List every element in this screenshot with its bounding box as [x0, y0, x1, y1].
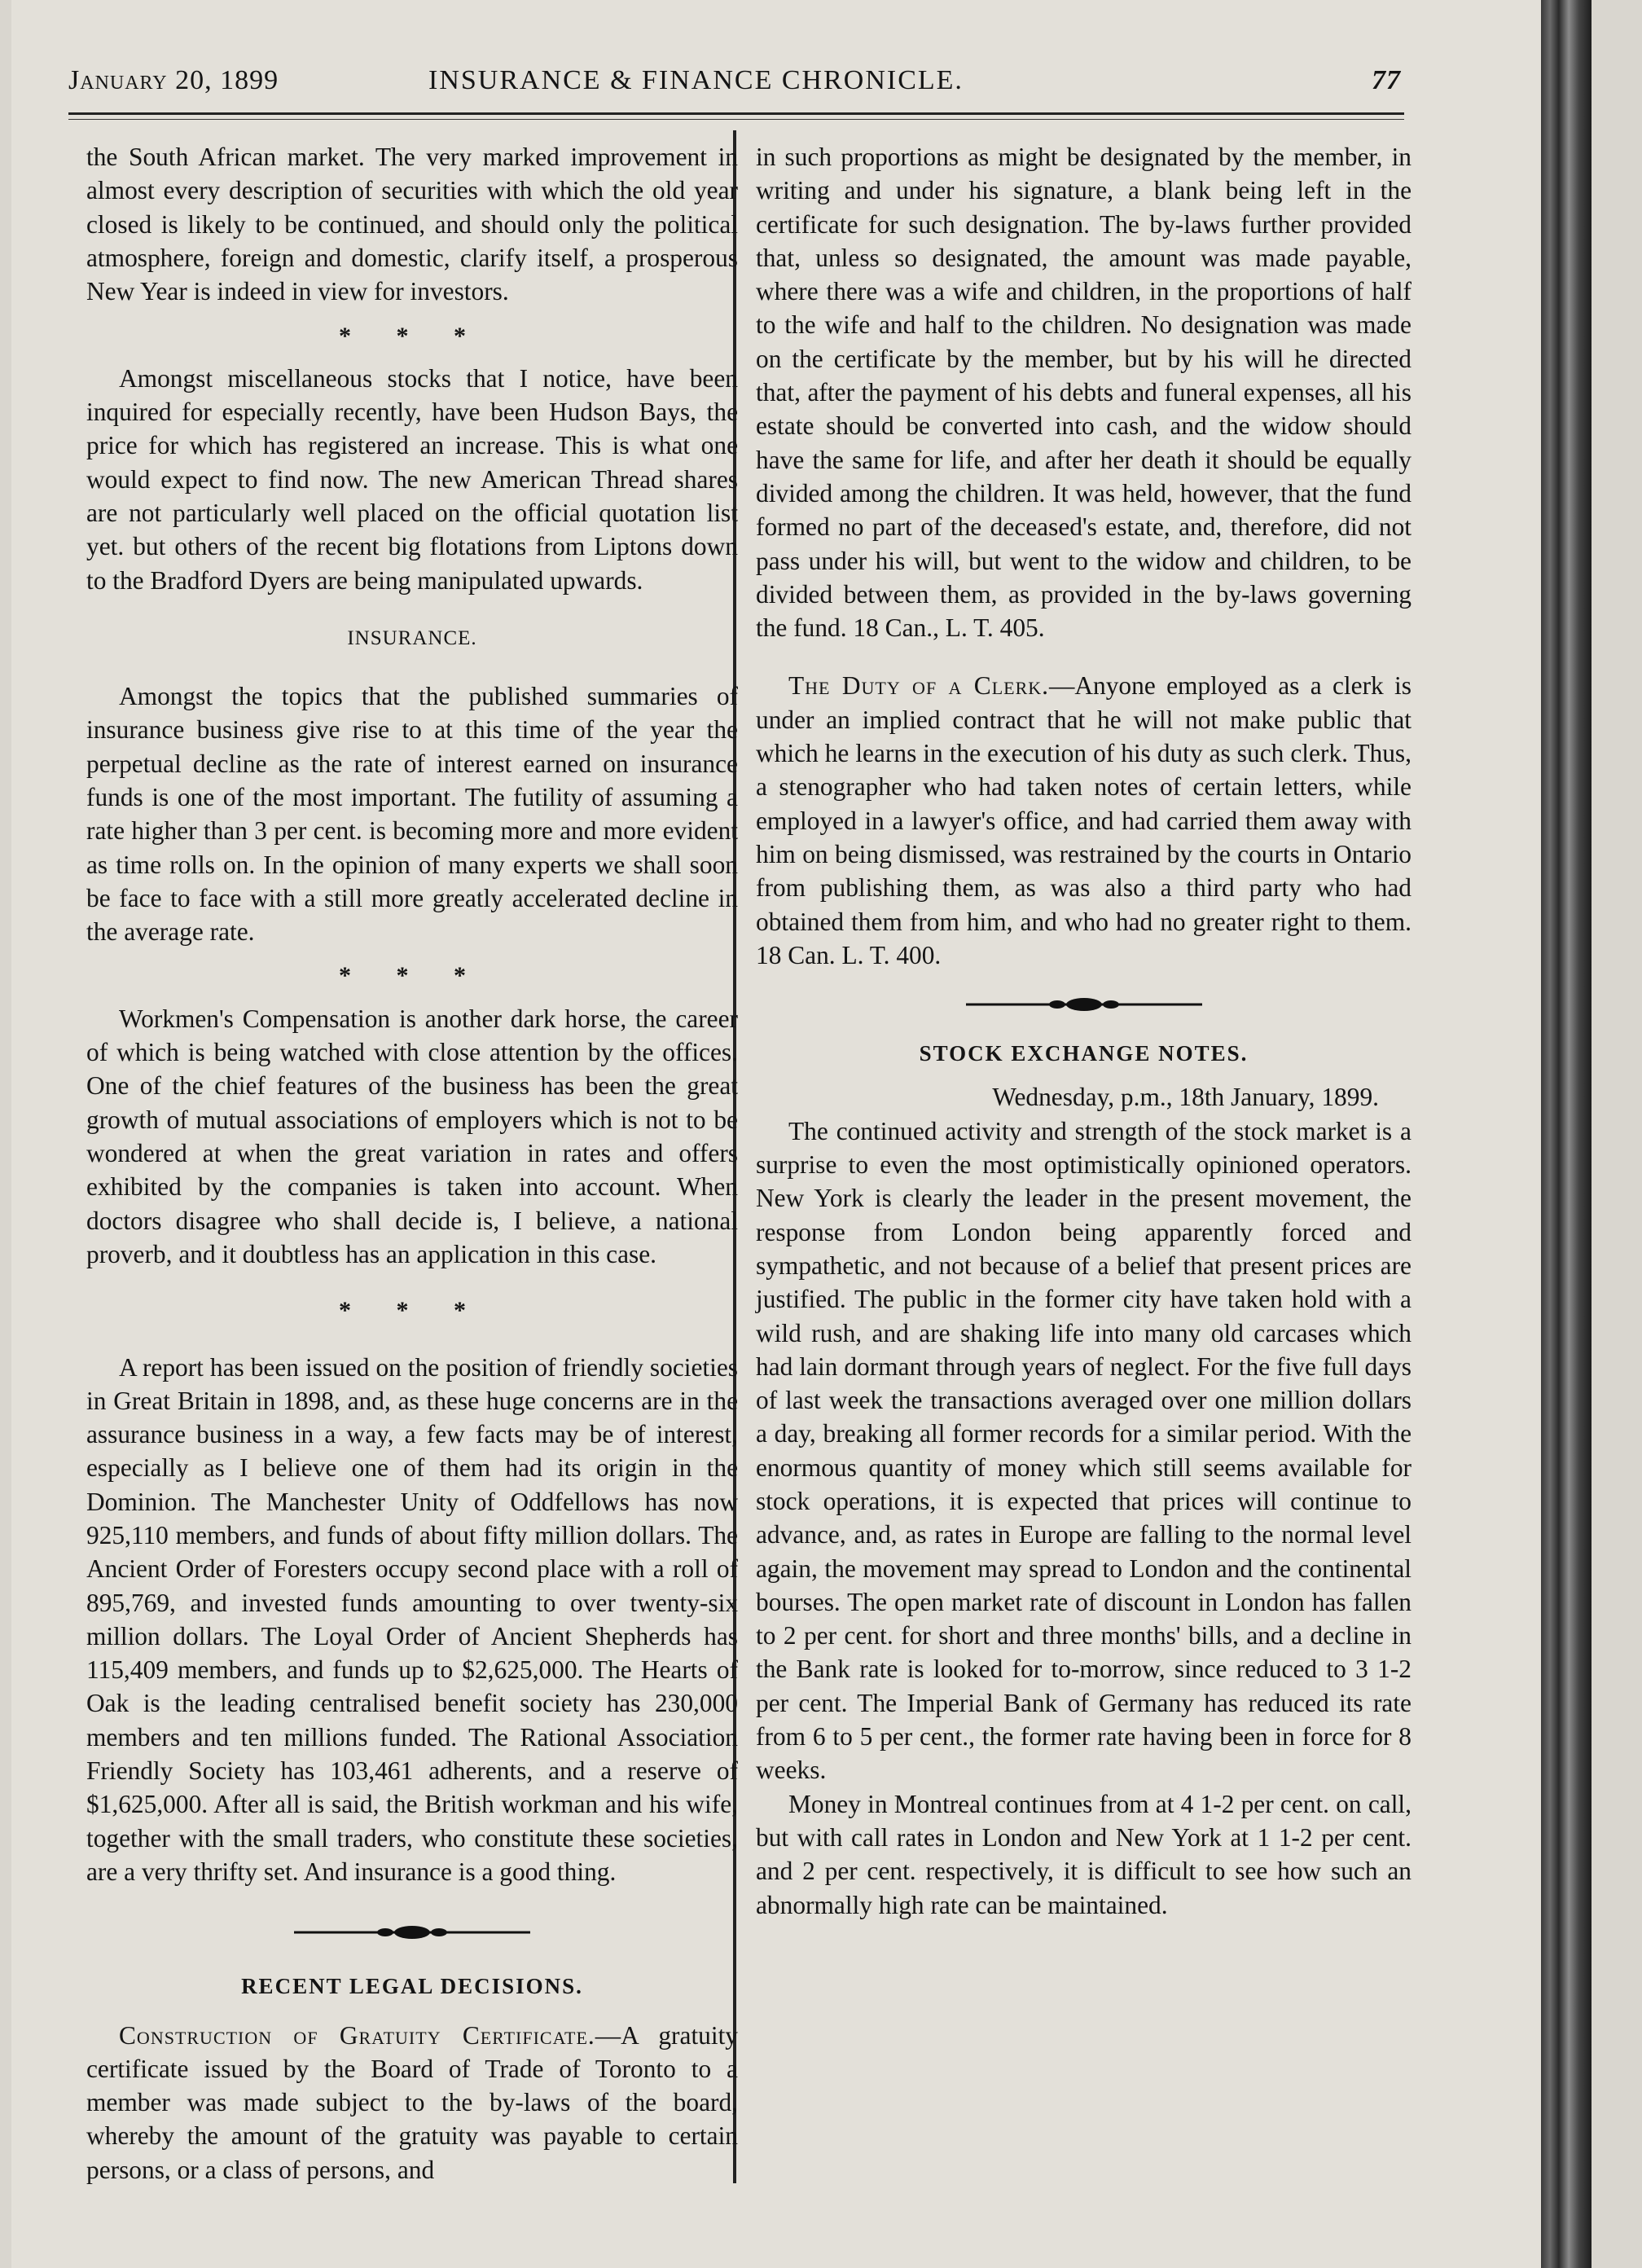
dateline: Wednesday, p.m., 18th January, 1899.	[992, 1083, 1379, 1112]
section-stars: * * *	[339, 1297, 485, 1325]
ornament-icon	[294, 1924, 530, 1941]
book-spine	[1541, 0, 1592, 2268]
legal-case-title: Construction of Gratuity Certificate.	[119, 2020, 595, 2050]
section-stars: * * *	[339, 961, 485, 989]
ornament-icon	[966, 996, 1202, 1013]
header-rule-thin	[68, 119, 1404, 120]
page-number: 77	[1372, 65, 1401, 95]
paragraph: Money in Montreal continues from at 4 1-2 per cent. on call, but with call rates in London and New York at 1 1-2 per cent. and 2 per cent. respectively, it is difficult to see how such an abnormally high rate can be maintained.	[756, 1789, 1412, 1919]
insurance-heading: INSURANCE.	[347, 626, 477, 649]
ornament-divider	[86, 1924, 738, 1941]
duty-title: The Duty of a Clerk.	[788, 671, 1049, 701]
paragraph: in such proportions as might be designated by the member, in writing and under his signature, a blank being left in the certificate for such designation. The by-laws further provided that, unless so designated, the amount was made payable, where there was a wife and children, in the proportions of half to the wife and half to the children. No designation was made on the certificate by the member, but by his will he directed that, after the payment of his debts and funeral expenses, all his estate should be converted into cash, and the widow should have the same for life, and after her death it should be equally divided among the children. It was held, however, that the fund formed no part of the deceased's estate, and, therefore, did not pass under his will, but went to the widow and children, to be divided between them, as provided in the by-laws governing the fund. 18 Can., L. T. 405.	[756, 143, 1412, 643]
paragraph: The continued activity and strength of the stock market is a surprise to even the most optimistically opinioned operators. New York is clearly the leader in the present movement, the response from London being apparently forced and sympathetic, and not because of a belief that present prices are justified. The public in the former city have taken hold with a wild rush, and are shaking life into many old carcases which had lain dormant through years of neglect. For the five full days of last week the transactions averaged over one million dollars a day, breaking all former records for a similar period. With the enormous quantity of money which still seems available for stock operations, it is expected that prices will continue to advance, and, as rates in Europe are falling to the normal level again, the movement may spread to London and the continental bourses. The open market rate of discount in London has fallen to 2 per cent. for short and three months' bills, and a decline in the Bank rate is looked for to-morrow, since reduced to 3 1-2 per cent. The Imperial Bank of Germany has reduced its rate from 6 to 5 per cent., the former rate having been in force for 8 weeks.	[756, 1116, 1412, 1785]
paragraph: the South African market. The very marked improvement in almost every description of securities with which the old year closed is likely to be continued, and should only the political atmosphere, foreign and domestic, clarify itself, a prosperous New Year is indeed in view for investors.	[86, 143, 738, 306]
legal-case-text: —A gratuity certificate issued by the Board of Trade of Toronto to a member was made subject to the by-laws of the board, whereby the amount of the gratuity was payable to certain persons, or a class of persons, and	[86, 2020, 738, 2184]
paragraph: Amongst miscellaneous stocks that I notice, have been inquired for especially recently, have been Hudson Bays, the price for which has registered an increase. This is what one would expect to find now. The new American Thread shares are not particularly well placed on the official quotation list yet. but others of the recent big flotations from Liptons down to the Bradford Dyers are being manipulated upwards.	[86, 363, 738, 595]
legal-decisions-heading: RECENT LEGAL DECISIONS.	[241, 1974, 583, 1999]
paragraph	[756, 669, 1412, 972]
paragraph: A report has been issued on the position of friendly societies in Great Britain in 1898, and, as these huge concerns are in the assurance business in a way, a few facts may be of interest, especially as I believe one of them had its origin in the Dominion. The Manchester Unity of Oddfellows has now 925,110 members, and funds of about fifty million dollars. The Ancient Order of Foresters occupy second place with a roll of 895,769, and invested funds amounting to over twenty-six million dollars. The Loyal Order of Ancient Shepherds has 115,409 members, and funds up to $2,625,000. The Hearts of Oak is the leading centralised benefit society has 230,000 members and ten millions funded. The Rational Association Friendly Society has 103,461 adherents, and a reserve of $1,625,000. After all is said, the British workman and his wife, together with the small traders, who constitute these societies, are a very thrifty set. And insurance is a good thing.	[86, 1352, 738, 1886]
ornament-divider	[756, 996, 1412, 1013]
section-stars: * * *	[339, 323, 485, 350]
right-column	[756, 140, 1412, 1922]
header-rule	[68, 112, 1404, 115]
paragraph: Workmen's Compensation is another dark horse, the career of which is being watched with close attention by the offices. One of the chief features of the business has been the great growth of mutual associations of employers which is not to be wondered at when the great variation in rates and offers exhibited by the companies is taken into account. When doctors disagree who shall decide is, I believe, a national proverb, and it doubtless has an application in this case.	[86, 1004, 738, 1268]
header-title: INSURANCE & FINANCE CHRONICLE.	[428, 65, 964, 95]
paragraph	[86, 2019, 738, 2187]
header-date: January 20, 1899	[68, 65, 279, 95]
left-column	[86, 140, 738, 2187]
paragraph: Amongst the topics that the published summaries of insurance business give rise to at this time of the year the perpetual decline as the rate of interest earned on insurance funds is one of the most important. The futility of assuming a rate higher than 3 per cent. is becoming more and more evident as time rolls on. In the opinion of many experts we shall soon be face to face with a still more greatly accelerated decline in the average rate.	[86, 682, 738, 947]
duty-text: —Anyone employed as a clerk is under an implied contract that he will not make public that which he learns in the execution of his duty as such clerk. Thus, a stenographer who had taken notes of certain letters, while employed in a lawyer's office, and had carried them away with him on being dismissed, was restrained by the courts in Ontario from publishing them, as was also a third party who had obtained them from him, and who had no greater right to them. 18 Can. L. T. 400.	[756, 671, 1412, 969]
page	[11, 0, 1592, 2268]
stock-exchange-heading: STOCK EXCHANGE NOTES.	[919, 1041, 1249, 1066]
